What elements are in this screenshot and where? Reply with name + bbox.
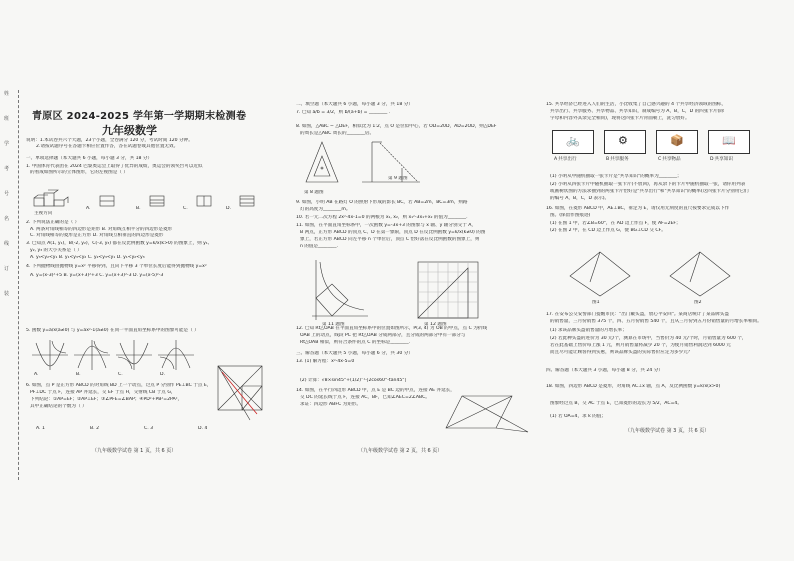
q8-triangle-figure <box>306 142 338 182</box>
q14-parallelogram-figure <box>442 392 532 436</box>
q11-figure-label: 第 11 题图 <box>322 322 345 327</box>
page3-line: 图象经过点 B，交 AC 于点 E，已知菱形的边长为 5/2，AC=4。 <box>550 401 682 406</box>
page3-line: (1) 若 OA=4，求 k 的值； <box>550 414 607 419</box>
page1-line: C. 对角线相等的菱形是正方形 D. 对角线互相垂直的四边形是菱形 <box>30 233 164 238</box>
page1-line: 一、单项选择题（本大题共 6 小题，每小题 3 分，共 18 分） <box>26 156 153 161</box>
page3-line: (1) 在图 1 中，若∠B=60°，在 AD 边上作点 F，使 AF=2EF； <box>550 221 681 226</box>
q5-graph-d <box>158 340 194 370</box>
page2-line: 灯的高度为________m。 <box>300 207 351 212</box>
card-name: 共享服务 <box>610 157 629 162</box>
q12-grid-figure <box>418 262 478 318</box>
q6-option-d: D. 4 <box>198 426 208 431</box>
page2-line: 8. 如图，△ABC ∽ △DEF，相似比为 1:2，点 O 是位似中心，若 OD=20D，AD=2OD，则△DEF <box>296 124 497 129</box>
q16-rhombus-figures <box>550 242 760 300</box>
q1-option-c: C. <box>183 206 188 211</box>
page3-line: 18. 如图，四边形 ABCD 是菱形，对角线 AC⊥x 轴，点 A，反比例函数 y=k/x(x>0) <box>546 384 721 389</box>
page2-line: OAB 上的动点，线段 PC 把 Rt△OAB 分成两部分，且分成的两部分中有一部分与 <box>300 333 466 338</box>
q1-figures <box>32 188 262 218</box>
q16-figure-2-label: 图2 <box>694 300 702 305</box>
page3-line: (2) 小明从四张卡片中随机抽取一张卡片(不放回)，再从余下的卡片中随机抽取一张，请你用列表 <box>550 182 746 187</box>
page1-line: 下列结论：①AP=EF；②AP⊥EF；③∠PFE=∠BAP；④PD²+PB²=2PA²， <box>30 397 183 402</box>
q6-square-figure <box>212 362 270 422</box>
q11-q12-figures <box>308 258 508 322</box>
card-a <box>552 130 594 154</box>
card-code: D <box>710 157 714 162</box>
q12-figure-label: 第 12 题图 <box>424 322 447 327</box>
page1-line: 2. 下列说法正确的是（ ） <box>26 220 80 225</box>
page2-line: 求证：四边形 ABFC 为矩形。 <box>300 402 362 407</box>
page2-line: (2) 计算：√8×sin45°+(1/2)⁻¹-|2cos60°-tan45°| <box>300 378 407 383</box>
page3-line: 四、解答题（本大题共 3 小题，每小题 8 分，共 24 分） <box>546 368 663 373</box>
exam-title: 青原区 2024-2025 学年第一学期期末检测卷 <box>32 111 247 122</box>
card-label <box>710 156 733 162</box>
q6-option-b: B. 2 <box>90 426 99 431</box>
binding-label: 名 <box>4 216 10 222</box>
page3-line: 图。(保留作图痕迹) <box>550 213 591 218</box>
page3-line: (2) 在图 2 中，在 CD 边上作点 G，使 BG⊥CD 交 CF。 <box>550 228 666 233</box>
service-icon: ⚙ <box>618 134 628 147</box>
page2-line: 9. 如图，小明 AB 在路灯 O 的照射下形成的影长 BC，若 AB=2m，BC=3m，则路 <box>296 200 468 205</box>
exam-page-3 <box>542 100 790 440</box>
q16-figure-1-label: 图1 <box>592 300 600 305</box>
page1-line: y₂, y₃ 的大小关系是（ ） <box>30 248 82 253</box>
page1-line: 说明：1.本试卷共六个大题，23个小题，全卷满分 120 分，考试时间 120 分钟。 <box>26 138 193 143</box>
page1-line: A. y₃<y₂<y₁ B. y₁<y₃<y₂ C. y₂<y₃<y₁ D. y₁<y₂<y₃ <box>30 255 145 260</box>
binding-label: 学 <box>4 141 10 147</box>
card-name: 共享知识 <box>714 157 733 162</box>
q16-figure-1 <box>570 252 630 296</box>
card-d <box>708 130 750 154</box>
page2-line: 14. 如图，在平行四边形 ABCD 中，点 E 是 BC 边的中点，连接 AE 并延长， <box>296 388 455 393</box>
page1-footer: （九年级数学试卷 第 1 页，共 6 页） <box>92 448 177 454</box>
page2-line: n 的值是________. <box>300 244 338 249</box>
card-b <box>604 130 646 154</box>
card-name: 共享出行 <box>558 157 577 162</box>
q1-option-d: D. <box>226 206 231 211</box>
card-code: A <box>554 157 558 162</box>
page3-line: 而且尽可能让顾客得到实惠，则该品牌头盔的实际售价应定为多少元？ <box>550 350 693 355</box>
binding-label: 装 <box>4 291 10 297</box>
option-view-figures <box>100 196 254 206</box>
page2-line: 的周长是△ABC 周长的________倍。 <box>300 131 375 136</box>
q5-option-a: A. <box>34 372 39 377</box>
q5-graph-options <box>30 338 200 372</box>
q5-graph-b <box>74 340 110 370</box>
page2-line: 13. (1) 解方程：x²-4x-5=0 <box>296 359 355 364</box>
q8-figure-label: 第 8 题图 <box>304 190 324 195</box>
q5-graph-c <box>116 340 152 370</box>
exam-subtitle: 九年级数学 <box>102 124 157 137</box>
exam-page-1 <box>22 100 274 440</box>
q1-option-b: B. <box>136 206 141 211</box>
podium-figure <box>34 190 68 206</box>
card-label <box>554 156 577 162</box>
page3-line: 共享出行、共享服务、共享物品、共享知识，制成编号为 A，B，C，D 的四张卡片(除 <box>550 109 724 114</box>
card-code: B <box>606 157 610 162</box>
binding-dashed-line <box>18 90 19 480</box>
q5-option-d: D. <box>160 372 165 377</box>
page3-footer: （九年级数学试卷 第 3 页，共 6 页） <box>625 428 710 434</box>
q5-graph-a <box>32 340 68 370</box>
page1-line: 3. 已知点 A(1, y₁)，B(-2, y₂)，C(-3, y₃) 都在反比例函数 y=k/x(k>0) 的图象上，则 y₁, <box>26 241 210 246</box>
q1-option-a: A. <box>86 206 91 211</box>
page1-line: 2.请按试题序号在答题卡相应位置作答，答在试题卷或其他位置无效。 <box>36 144 179 149</box>
q5-option-b: B. <box>76 372 81 377</box>
page2-line: 12. 已知 Rt△OAB 在平面直角坐标系中的位置如图所示，P(3, 4) 为 OB 的中点，点 C 为折线 <box>296 326 488 331</box>
page3-line: 15. 共享经济已经进入人们的生活，小比收集了自己感兴趣的 4 个共享经济领域的图标， <box>546 102 726 107</box>
page1-line: 6. 如图，点 P 是正方形 ABCD 的对角线 BD 上一个动点，过点 P 分别作 PE⊥BC 于点 E， <box>26 383 212 388</box>
page2-line: B 两点，正方形 ABCD 的顶点 C、D 在第一象限，顶点 D 在反比例函数 y=k/x(k≠0) 的图 <box>300 230 486 235</box>
binding-label: 线 <box>4 241 10 247</box>
page1-line: A. 两条对角线相等的四边形是矩形 B. 对角线互相平分的四边形是菱形 <box>30 227 173 232</box>
q5-option-c: C. <box>118 372 123 377</box>
binding-label: 号 <box>4 191 10 197</box>
page1-line: PF⊥DC 于点 F，连接 AP 并延长，交 EF 于点 H，交射线 CB 于点 G， <box>30 390 176 395</box>
page3-line: 17. 在安布公交安警部门提醒市民："出门戴头盔，放心平安回"。某商店统计了某品牌头盔 <box>546 312 729 317</box>
q6-option-a: A. 1 <box>36 426 45 431</box>
card-code: C <box>658 157 662 162</box>
q16-figure-2 <box>670 252 730 296</box>
exam-page-2 <box>292 100 538 440</box>
page3-line: (2) 若此种头盔的进价为 30 元/个，测算在市场中，当售价为 40 元/个时，月销售量为 600 个， <box>550 336 747 341</box>
page3-line: (1) 求该品牌头盔销售量的月增长率； <box>550 328 627 333</box>
page2-line: 二、填空题（本大题共 6 小题，每小题 3 分，共 18 分） <box>296 102 413 107</box>
binding-label: 订 <box>4 266 10 272</box>
card-name: 共享物品 <box>662 157 681 162</box>
page1-line: A. y=(x-3)²+5 B. y=(x+3)²+3 C. y=(x+3)²-3 D. y=(x-5)²-3 <box>30 273 164 278</box>
page1-line: 其中正确结论的个数为（ ） <box>30 404 87 409</box>
card-label <box>606 156 629 162</box>
page2-line: 三、解答题（本大题共 5 小题，每小题 6 分，共 30 分） <box>296 351 413 356</box>
book-icon: 📖 <box>722 134 736 147</box>
page3-line: 字母和内容外其余完全相同)，现将这四张卡片背面朝上，洗匀放好。 <box>550 116 690 121</box>
page3-line: 16. 如图，在菱形 ABCD 中，AE⊥BC，垂足为 E，请仅用无刻度的直尺按要求完成以下作 <box>546 206 730 211</box>
page2-line: 7. 已知 a/b = 3/2，则 b/(a+b) = ________ . <box>296 110 391 115</box>
binding-label: 考 <box>4 166 10 172</box>
goods-icon: 📦 <box>670 134 684 147</box>
card-label <box>658 156 681 162</box>
page2-line: 11. 如图，在平面直角坐标系中，一次函数 y=-3x+3 的图象与 x 轴、y 轴分别交于 A， <box>296 223 476 228</box>
page2-line: 10. 若一元二次方程 2x²-4x-1=0 的两根为 x₁, x₂，则 x₁²-3x₁+x₂ 的值为________. <box>296 215 468 220</box>
page2-line: 交 DC 的延长线于点 F，连接 AC，BF，已知∠AEC=2∠ABC。 <box>300 395 430 400</box>
page1-line: 4. 下列抛物线由抛物线 y=x² 平移得到，且向下平移 3 个单位长度后能得到抛物线 y=x² <box>26 264 207 269</box>
binding-label: 班 <box>4 116 10 122</box>
page1-line: 的看成如图所示的立体图形，它的左视图是（ ） <box>30 170 128 175</box>
q1-figure-label: 主视方向 <box>34 211 53 216</box>
page2-line: 象上，若正方形 ABCD 向左平移 n 个单位后，顶点 C 恰好落在反比例函数的图象上，则 <box>300 237 480 242</box>
page3-line: 若在此基础上售价每上涨 1 元，则月销售量将减少 20 个，为使月销售利润达到 6000 元 <box>550 343 731 348</box>
page2-footer: （九年级数学试卷 第 2 页，共 6 页） <box>358 448 443 454</box>
page3-line: 的编号 A，B，C，D 表示)。 <box>550 196 610 201</box>
binding-label: 姓 <box>4 91 10 97</box>
q9-figure-label: 第 9 题图 <box>388 176 408 181</box>
page3-line: 或画树状图的方法求抽到的两张卡片恰好是"共享出行"和"共享知识"的概率(这四张卡片分别用它们 <box>550 189 749 194</box>
q11-coordinate-figure <box>312 260 368 320</box>
page3-line: 的销售量，三月份销售 375 个，四、五月份销售 540 个，且从三月份到五月份销售量的月增长率相同。 <box>550 319 762 324</box>
page2-line: Rt△OAB 相似，则符合条件的点 C 的坐标是________. <box>300 340 411 345</box>
card-c <box>656 130 698 154</box>
bicycle-icon: 🚲 <box>566 134 580 147</box>
page3-line: (1) 小明从中随机抽取一张卡片是"共享知识"的概率为________； <box>550 174 682 179</box>
page1-line: 1. 中国体育代表团在 2024 巴黎奥运会上取得了优异的成绩，奥运会的领奖台可以近似 <box>26 164 203 169</box>
binding-labels <box>4 90 18 470</box>
q6-option-c: C. 3 <box>144 426 154 431</box>
page1-line: 5. 函数 y=a/x(a≠0) 与 y=ax²-1(a≠0) 在同一平面直角坐标系中的图象可能是（ ） <box>26 328 199 333</box>
